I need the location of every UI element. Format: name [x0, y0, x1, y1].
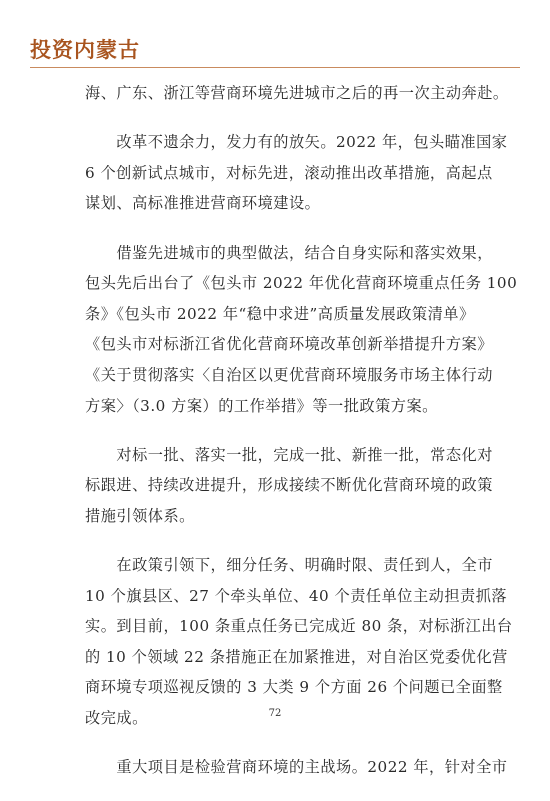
paragraph-line: 实。到目前，100 条重点任务已完成近 80 条，对标浙江出台 [85, 617, 513, 636]
paragraph-line: 10 个旗县区、27 个牵头单位、40 个责任单位主动担责抓落 [85, 586, 508, 605]
paragraph-3 [85, 238, 518, 422]
paragraph-line: 改革不遗余力，发力有的放矢。2022 年，包头瞄准国家 [85, 133, 508, 152]
paragraph-line: 重大项目是检验营商环境的主战场。2022 年，针对全市 [85, 758, 508, 777]
paragraph-line: 商环境专项巡视反馈的 3 大类 9 个方面 26 个问题已全面整 [85, 678, 503, 697]
paragraph-line: 标跟进、持续改进提升，形成接续不断优化营商环境的政策 [85, 476, 493, 495]
section-header-title: 投资内蒙古 [30, 38, 140, 62]
paragraph-line: 谋划、高标准推进营商环境建设。 [85, 194, 321, 213]
page-number: 72 [268, 708, 282, 719]
paragraph-line: 改完成。 [85, 709, 148, 728]
paragraph-5 [85, 550, 513, 734]
header-divider [30, 67, 520, 68]
paragraph-line: 的 10 个领域 22 条措施正在加紧推进，对自治区党委优化营 [85, 647, 508, 666]
paragraph-line: 对标一批、落实一批，完成一批、新推一批，常态化对 [85, 445, 493, 464]
paragraph-2 [85, 127, 508, 219]
paragraph-line: 在政策引领下，细分任务、明确时限、责任到人，全市 [85, 556, 493, 575]
paragraph-1 [85, 78, 509, 109]
paragraph-line: 条》《包头市 2022 年“稳中求进”高质量发展政策清单》 [85, 304, 475, 323]
paragraph-line: 包头先后出台了《包头市 2022 年优化营商环境重点任务 100 [85, 274, 518, 293]
paragraph-6 [85, 752, 508, 783]
article-body [85, 78, 518, 801]
paragraph-line: 《关于贯彻落实〈自治区以更优营商环境服务市场主体行动 [85, 365, 493, 384]
paragraph-4 [85, 440, 493, 532]
paragraph-line: 借鉴先进城市的典型做法，结合自身实际和落实效果， [85, 243, 493, 262]
paragraph-line: 6 个创新试点城市，对标先进，滚动推出改革措施，高起点 [85, 163, 493, 182]
paragraph-line: 海、广东、浙江等营商环境先进城市之后的再一次主动奔赴。 [85, 84, 509, 102]
paragraph-line: 方案〉（3.0 方案）的工作举措》等一批政策方案。 [85, 396, 438, 415]
paragraph-line: 措施引领体系。 [85, 506, 195, 525]
paragraph-line: 《包头市对标浙江省优化营商环境改革创新举措提升方案》 [85, 335, 493, 354]
